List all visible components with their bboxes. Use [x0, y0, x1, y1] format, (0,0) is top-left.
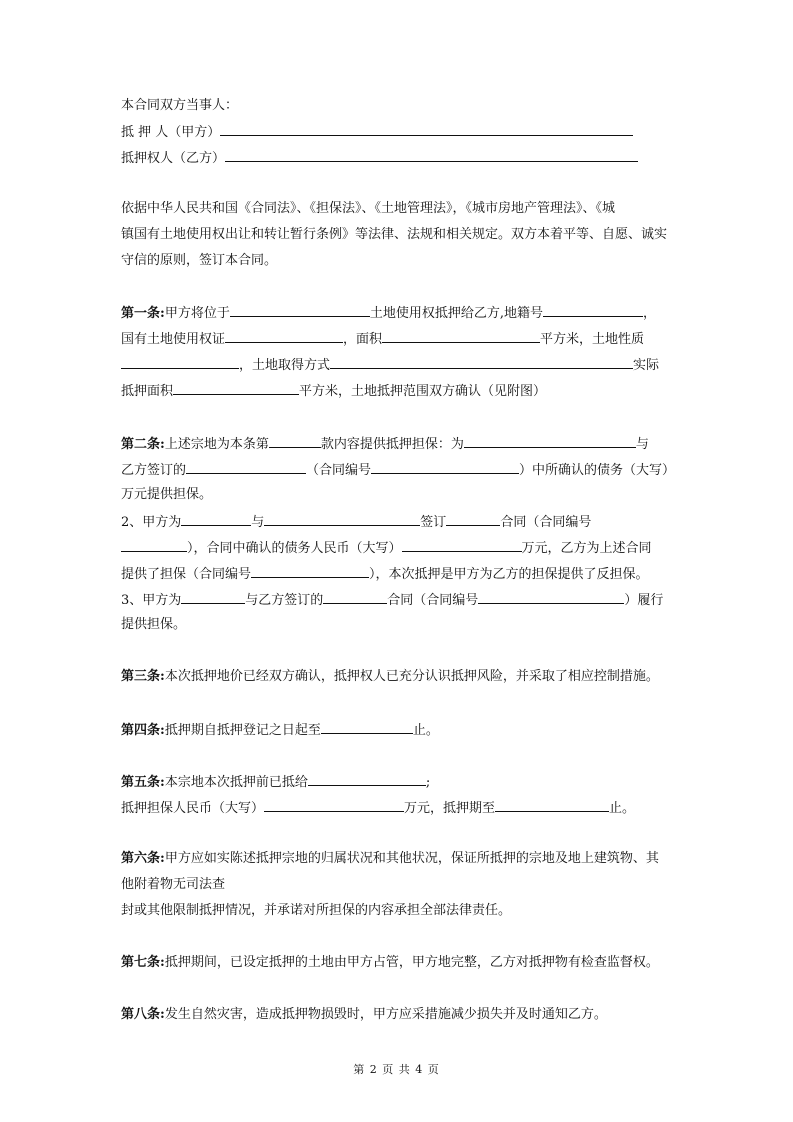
art6-text: 甲方应如实陈述抵押宗地的归属状况和其他状况，保证所抵押的宗地及地上建筑物、其: [164, 851, 659, 866]
art1-text: 实际: [633, 358, 660, 373]
mortgage-area-blank[interactable]: [173, 379, 299, 395]
preamble-text-1: 依据中华人民共和国《合同法》、《担保法》、《土地管理法》，《城市房地产管理法》、《城: [121, 201, 616, 216]
art2-text: 与乙方签订的: [245, 593, 324, 608]
art2-text: 2、甲方为: [121, 515, 182, 530]
counterparty-blank[interactable]: [264, 510, 420, 526]
debt-amount-blank[interactable]: [402, 536, 522, 552]
art2-text: ），合同中确认的债务人民币（大写）: [187, 541, 402, 556]
signed-contract-blank[interactable]: [446, 510, 500, 526]
art1-line-1: [121, 301, 656, 323]
art6-line-2: [121, 874, 225, 896]
guarantee-amount-blank[interactable]: [264, 796, 404, 812]
art6-line-1: [121, 848, 659, 870]
art1-title: 第一条:: [121, 306, 165, 321]
art2-text: 3、甲方为: [121, 593, 182, 608]
art2-text: 上述宗地为本条第: [164, 437, 269, 452]
footer-suffix: 页: [427, 1063, 440, 1076]
art8-text: 发生自然灾害，造成抵押物损毁时，甲方应采措施减少损失并及时通知乙方。: [164, 1007, 607, 1022]
art3-line: [121, 666, 659, 688]
art2-line-7: [121, 588, 663, 610]
art1-line-2: [121, 327, 644, 349]
art5-line-1: [121, 770, 430, 792]
acquisition-method-blank[interactable]: [330, 353, 633, 369]
art6-title: 第六条:: [121, 851, 165, 866]
contract-number-blank[interactable]: [371, 458, 519, 474]
preamble-text-2: 镇国有土地使用权出让和转让暂行条例》等法律、法规和相关规定。双方本着平等、自愿、诚实: [121, 227, 668, 242]
art2-line-5: [121, 536, 652, 558]
art1-text: 甲方将位于: [164, 306, 230, 321]
art2-text: 款内容提供抵押担保：为: [320, 437, 464, 452]
guarantee-contract-number-blank[interactable]: [251, 562, 369, 578]
page-footer: [0, 1062, 793, 1078]
art1-line-3: [121, 353, 659, 375]
art2-text: 与: [635, 437, 649, 452]
debtor-blank[interactable]: [464, 432, 636, 448]
art7-line: [121, 952, 659, 974]
art1-text: ，土地取得方式: [239, 358, 331, 373]
art2-text: 合同（合同编号: [500, 515, 592, 530]
footer-prefix: 第: [353, 1063, 366, 1076]
art1-text: ，: [642, 306, 656, 321]
art6-text: 他附着物无司法查: [121, 877, 226, 892]
art4-text: 止。: [412, 723, 439, 738]
mortgagor-line: [121, 120, 633, 142]
art5-line-2: [121, 796, 635, 818]
art2-line-2: [121, 458, 675, 480]
art2-line-1: [121, 432, 649, 454]
land-nature-blank[interactable]: [121, 353, 239, 369]
art1-text: 平方米，土地性质: [540, 332, 645, 347]
prior-mortgagee-blank[interactable]: [308, 770, 426, 786]
art2-line-6: [121, 562, 649, 584]
art8-title: 第八条:: [121, 1007, 165, 1022]
art2-text: 提供担保。: [121, 617, 187, 632]
party-blank[interactable]: [181, 588, 245, 604]
mortgagee-blank[interactable]: [225, 146, 638, 162]
art2-line-8: [121, 614, 186, 636]
cadastral-number-blank[interactable]: [543, 301, 643, 317]
art2-title: 第二条:: [121, 437, 165, 452]
art2-text: 签订: [420, 515, 447, 530]
art2-text: （合同编号: [306, 463, 372, 478]
art1-line-4: [121, 379, 546, 401]
art1-text: 平方米，土地抵押范围双方确认（见附图）: [299, 384, 547, 399]
art5-text: 万元，抵押期至: [404, 801, 496, 816]
contract-name-blank[interactable]: [323, 588, 387, 604]
art2-text: 合同（合同编号: [387, 593, 479, 608]
art7-title: 第七条:: [121, 955, 165, 970]
art2-text: 万元，乙方为上述合同: [521, 541, 652, 556]
art7-text: 抵押期间，已设定抵押的土地由甲方占管，甲方地完整，乙方对抵押物有检查监督权。: [164, 955, 659, 970]
clause-number-blank[interactable]: [269, 432, 321, 448]
location-blank[interactable]: [230, 301, 370, 317]
art6-text: 封或其他限制抵押情况，并承诺对所担保的内容承担全部法律责任。: [121, 903, 512, 918]
contract-number-blank[interactable]: [478, 588, 624, 604]
art5-text: 止。: [609, 801, 636, 816]
preamble-line-2: [121, 224, 667, 246]
art3-text: 本次抵押地价已经双方确认，抵押权人已充分认识抵押风险，并采取了相应控制措施。: [164, 669, 659, 684]
art2-text: 万元提供担保。: [121, 487, 213, 502]
art2-text: 乙方签订的: [121, 463, 187, 478]
mortgagee-label: 抵押权人（乙方）: [121, 151, 226, 166]
art1-text: 国有土地使用权证: [121, 332, 226, 347]
parties-intro-text: 本合同双方当事人：: [121, 98, 239, 113]
art8-line: [121, 1004, 607, 1026]
art1-text: 抵押面积: [121, 384, 174, 399]
contract-name-blank[interactable]: [186, 458, 306, 474]
art2-line-4: [121, 510, 591, 532]
art2-line-3: [121, 484, 212, 506]
preamble-text-3: 守信的原则，签订本合同。: [121, 253, 278, 268]
mortgagor-blank[interactable]: [220, 120, 633, 136]
mortgage-end-date-blank[interactable]: [321, 718, 413, 734]
art2-text: 提供了担保（合同编号: [121, 567, 252, 582]
art2-text: ），本次抵押是甲方为乙方的担保提供了反担保。: [369, 567, 649, 582]
prior-mortgage-end-blank[interactable]: [495, 796, 609, 812]
certificate-blank[interactable]: [225, 327, 343, 343]
contract-number-blank[interactable]: [121, 536, 187, 552]
footer-total-pages: 4: [415, 1063, 424, 1076]
footer-page-number: 2: [369, 1063, 378, 1076]
art5-text: ;: [425, 775, 431, 790]
area-blank[interactable]: [382, 327, 540, 343]
preamble-line-3: [121, 250, 277, 272]
art4-text: 抵押期自抵押登记之日起至: [164, 723, 321, 738]
art2-text: ）履行: [624, 593, 664, 608]
art2-text: ）中所确认的债务（大写）: [519, 463, 676, 478]
party-blank[interactable]: [181, 510, 251, 526]
parties-intro: [121, 95, 238, 117]
art4-title: 第四条:: [121, 723, 165, 738]
mortgagee-line: [121, 146, 638, 168]
art1-text: ，面积: [343, 332, 383, 347]
art5-text: 本宗地本次抵押前已抵给: [164, 775, 308, 790]
art5-text: 抵押担保人民币（大写）: [121, 801, 265, 816]
art1-text: 土地使用权抵押给乙方,地籍号: [369, 306, 543, 321]
art3-title: 第三条:: [121, 669, 165, 684]
art6-line-3: [121, 900, 511, 922]
art5-title: 第五条:: [121, 775, 165, 790]
preamble-line-1: [121, 198, 615, 220]
mortgagor-label: 抵 押 人（甲方）: [121, 125, 221, 140]
art4-line: [121, 718, 439, 740]
art2-text: 与: [251, 515, 265, 530]
footer-mid: 页 共: [382, 1063, 411, 1076]
